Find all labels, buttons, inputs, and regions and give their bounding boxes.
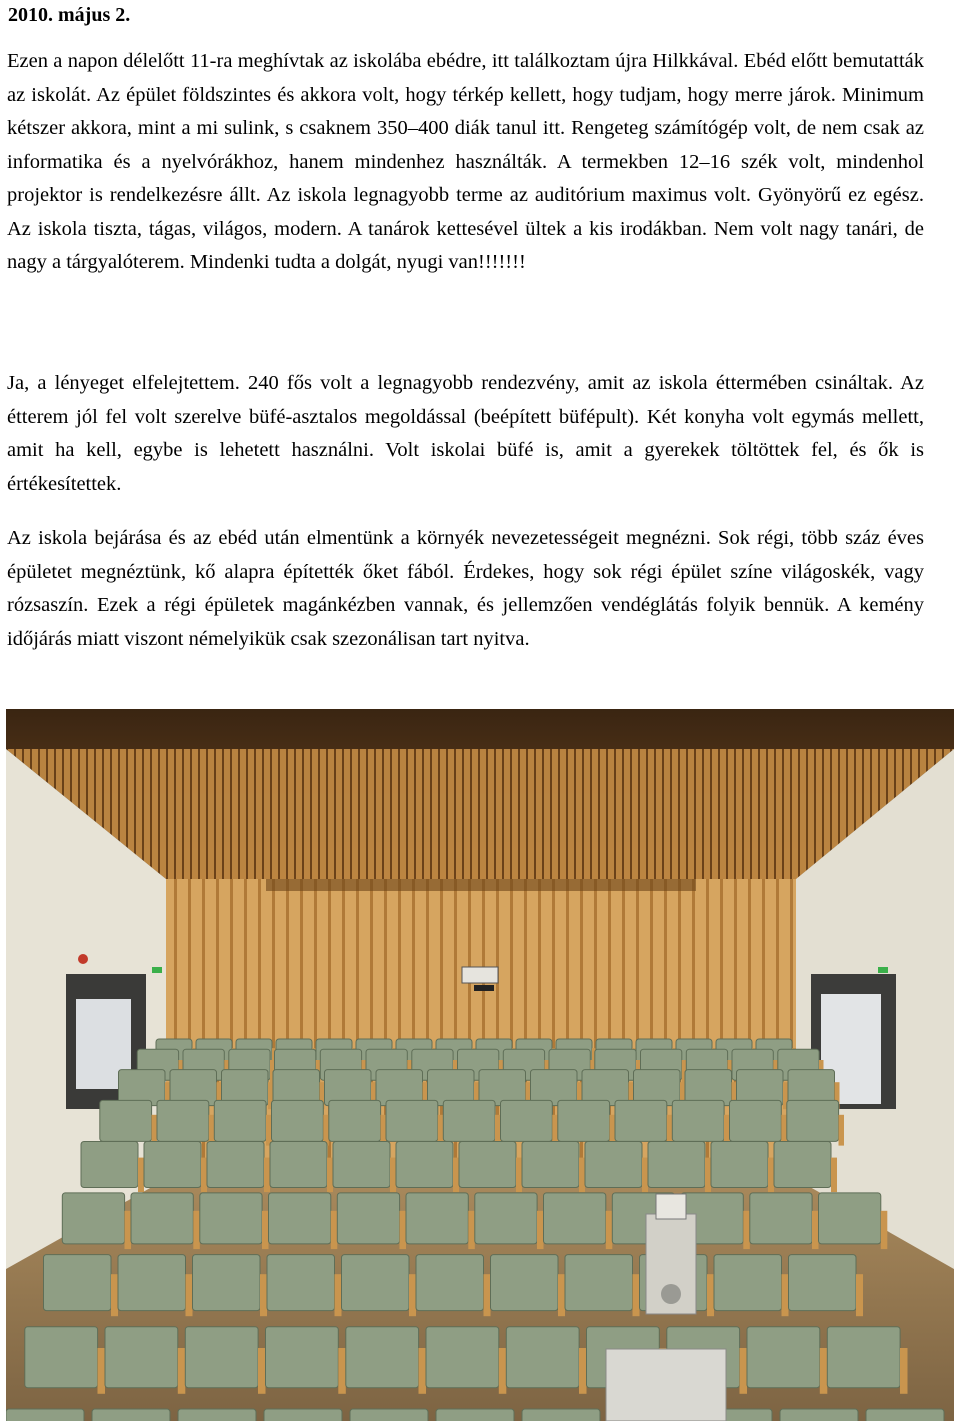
seat-armrest (327, 1158, 333, 1193)
seat (866, 1409, 944, 1421)
seat (333, 1142, 390, 1188)
seat (426, 1327, 499, 1388)
seat (144, 1142, 201, 1188)
seat-armrest (768, 1158, 774, 1193)
seat-armrest (495, 1115, 501, 1146)
seat-armrest (178, 1348, 186, 1394)
seat (558, 1100, 610, 1141)
seat-armrest (98, 1348, 106, 1394)
seat-armrest (453, 1158, 459, 1193)
seat-rows (6, 1039, 952, 1421)
seat (416, 1255, 484, 1311)
seat-armrest (579, 1158, 585, 1193)
seat (789, 1255, 857, 1311)
seat-armrest (438, 1115, 444, 1146)
seat (264, 1409, 342, 1421)
seat (44, 1255, 112, 1311)
paragraph-sightseeing: Az iskola bejárása és az ebéd után elmentünk a környék nevezetességeit megnézni. Sok régi, több száz éves épületet megnéztünk, kő alapra építették őket fából. Érdekes, hogy sok régi épület színe világoskék, vagy rózsaszín. Ezek a régi épületek magánkézben vannak, és jellemzően vendéglátás folyik bennük. A kemény időjárás miatt viszont némelyikük csak szezonálisan tart nyitva. (7, 527, 924, 650)
seat (475, 1193, 537, 1244)
seat-armrest (262, 1211, 269, 1249)
seat-armrest (260, 1274, 267, 1316)
seat-armrest (705, 1158, 711, 1193)
seat (386, 1100, 438, 1141)
seat (178, 1409, 256, 1421)
exit-sign-left (152, 967, 162, 973)
seat (436, 1409, 514, 1421)
seat-armrest (152, 1115, 158, 1146)
ceiling-slats (6, 749, 954, 879)
seat-armrest (839, 1115, 845, 1146)
seat-armrest (579, 1348, 587, 1394)
seat-armrest (381, 1115, 387, 1146)
ceiling-projector (462, 967, 498, 983)
seat (270, 1142, 327, 1188)
seat (193, 1255, 261, 1311)
seat-armrest (138, 1158, 144, 1193)
seat-armrest (264, 1158, 270, 1193)
seat (747, 1327, 820, 1388)
seat-armrest (610, 1115, 616, 1146)
seat-armrest (743, 1211, 750, 1249)
seat-armrest (266, 1115, 272, 1146)
document-date: 2010. május 2. (8, 4, 131, 26)
seat-armrest (193, 1211, 200, 1249)
exit-sign-right (878, 967, 888, 973)
seat (207, 1142, 264, 1188)
seat-armrest (484, 1274, 491, 1316)
seat-armrest (499, 1348, 507, 1394)
seat (337, 1193, 399, 1244)
seat-armrest (186, 1274, 193, 1316)
seat-armrest (390, 1158, 396, 1193)
seat (780, 1409, 858, 1421)
seat (185, 1327, 258, 1388)
seat (501, 1100, 553, 1141)
seat (329, 1100, 381, 1141)
seat (730, 1100, 782, 1141)
seat (750, 1193, 812, 1244)
seat (459, 1142, 516, 1188)
seat (25, 1327, 98, 1388)
auditorium-photo (6, 709, 954, 1421)
back-wall-shadow (266, 879, 696, 891)
seat (819, 1193, 881, 1244)
seat (157, 1100, 209, 1141)
seat (346, 1327, 419, 1388)
seat (711, 1142, 768, 1188)
seat-armrest (516, 1158, 522, 1193)
paragraph-restaurant: Ja, a lényeget elfelejtettem. 240 fős volt a legnagyobb rendezvény, amit az iskola éttermében csináltak. Az étterem jól fel volt szerelve büfé-asztalos megoldással (beépített büfépult). Két konyha volt egymás mellett, amit ha kell, egybe is lehetett használni. Volt iskolai büfé is, amit a gyerekek töltöttek fel, és ők is értékesítettek. (7, 372, 924, 495)
seat (342, 1255, 410, 1311)
seat-armrest (111, 1274, 118, 1316)
seat (396, 1142, 453, 1188)
seat-armrest (856, 1274, 863, 1316)
seat-armrest (900, 1348, 908, 1394)
seat-armrest (740, 1348, 748, 1394)
seat-armrest (782, 1274, 789, 1316)
seat (443, 1100, 495, 1141)
seat (266, 1327, 339, 1388)
seat (585, 1142, 642, 1188)
seat (491, 1255, 559, 1311)
seat-armrest (331, 1211, 338, 1249)
seat-armrest (400, 1211, 407, 1249)
seat (118, 1255, 186, 1311)
seat-armrest (419, 1348, 427, 1394)
seat (522, 1142, 579, 1188)
seat (267, 1255, 335, 1311)
seat-armrest (606, 1211, 613, 1249)
seat (714, 1255, 782, 1311)
seat (827, 1327, 900, 1388)
seat (506, 1327, 579, 1388)
seat-armrest (558, 1274, 565, 1316)
seat (200, 1193, 262, 1244)
seat-armrest (707, 1274, 714, 1316)
seat (350, 1409, 428, 1421)
seat (81, 1142, 138, 1188)
seat (544, 1193, 606, 1244)
seat (774, 1142, 831, 1188)
seat-armrest (881, 1211, 888, 1249)
seat-armrest (125, 1211, 132, 1249)
auditorium-illustration (6, 709, 954, 1421)
seat (648, 1142, 705, 1188)
seat (272, 1100, 324, 1141)
seat-armrest (338, 1348, 346, 1394)
seat-armrest (537, 1211, 544, 1249)
seat (269, 1193, 331, 1244)
seat (131, 1193, 193, 1244)
alarm-bell (78, 954, 88, 964)
seat (100, 1100, 152, 1141)
seat-armrest (667, 1115, 673, 1146)
seat (214, 1100, 266, 1141)
seat (522, 1409, 600, 1421)
seat (406, 1193, 468, 1244)
seat-armrest (812, 1211, 819, 1249)
seat-armrest (820, 1348, 828, 1394)
seat-armrest (335, 1274, 342, 1316)
seat (672, 1100, 724, 1141)
paragraph-school-visit: Ezen a napon délelőtt 11-ra meghívtak az iskolába ebédre, itt találkoztam újra Hilkkával. Ebéd előtt bemutatták az iskolát. Az épület földszintes és akkora volt, hogy térkép kellett, hogy tudjam, hogy merre járok. Minimum kétszer akkora, mint a mi sulink, s csaknem 350–400 diák tanul itt. Rengeteg számítógép volt, de nem csak az informatika és a nyelvórákhoz, hanem mindenhez használták. A termekben 12–16 szék volt, mindenhol projektor is rendelkezésre állt. Az iskola legnagyobb terme az auditórium maximus volt. Gyönyörű ez egész. Az iskola tiszta, tágas, világos, modern. A tanárok kettesével ültek a kis irodákban. Nem volt nagy tanári, de nagy a tárgyalóterem. Mindenki tudta a dolgát, nyugi van!!!!!!! (7, 50, 924, 273)
seat-armrest (323, 1115, 329, 1146)
seat (6, 1409, 84, 1421)
seat-armrest (781, 1115, 787, 1146)
seat-armrest (724, 1115, 730, 1146)
seat (565, 1255, 633, 1311)
seat-armrest (633, 1274, 640, 1316)
seat (787, 1100, 839, 1141)
seat-armrest (552, 1115, 558, 1146)
seat-armrest (258, 1348, 266, 1394)
seat (92, 1409, 170, 1421)
seat-armrest (831, 1158, 837, 1193)
seat-armrest (468, 1211, 475, 1249)
seat-armrest (201, 1158, 207, 1193)
seat-armrest (642, 1158, 648, 1193)
seat (62, 1193, 124, 1244)
seat (105, 1327, 178, 1388)
seat (615, 1100, 667, 1141)
seat-armrest (209, 1115, 215, 1146)
projector-mount (474, 985, 494, 991)
seat-armrest (409, 1274, 416, 1316)
